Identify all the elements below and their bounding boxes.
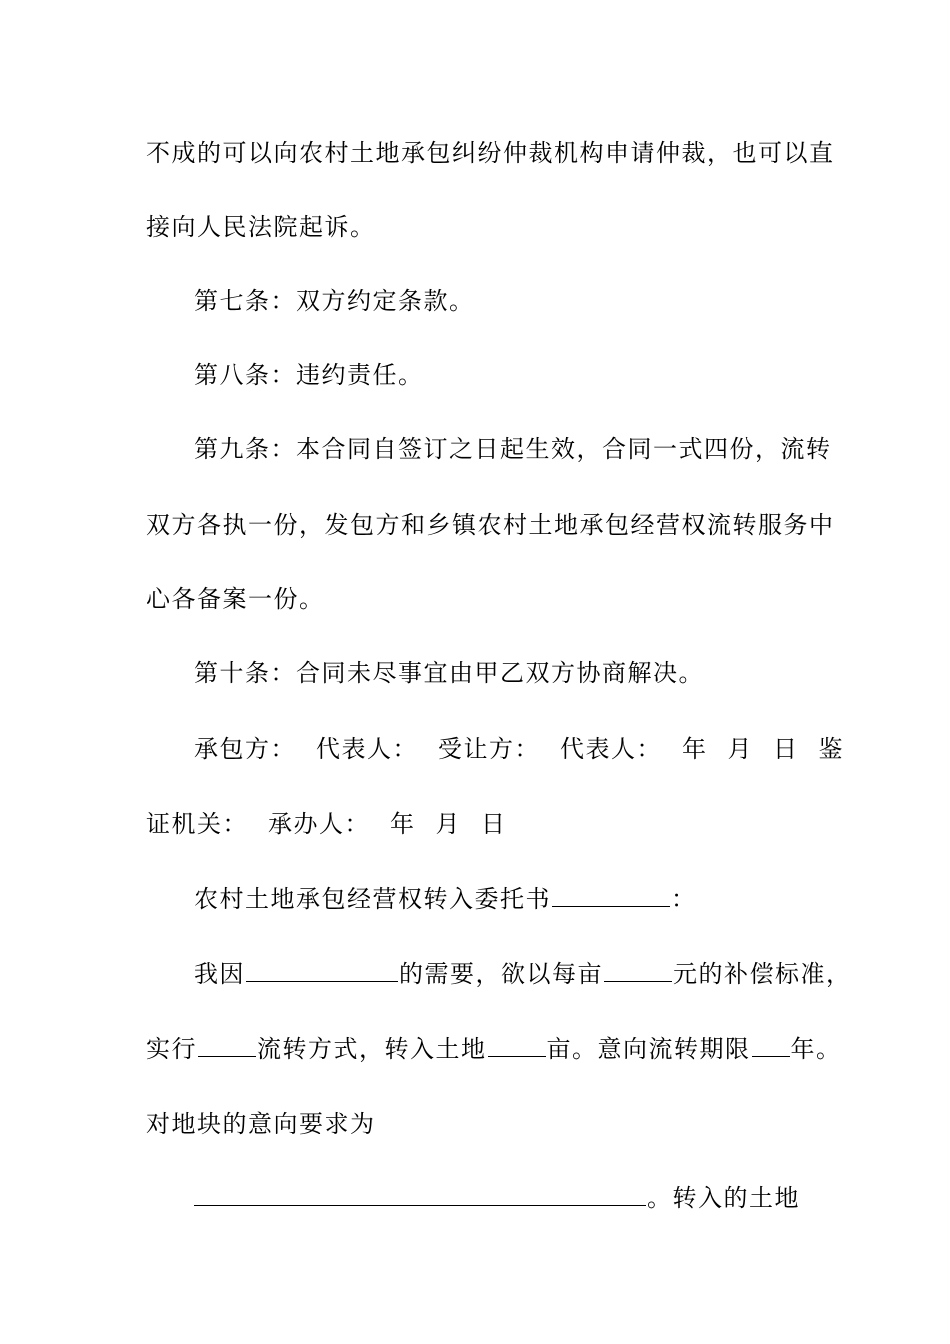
paragraph-line: 接向人民法院起诉。: [146, 213, 376, 241]
entrust-title-text: 农村土地承包经营权转入委托书: [194, 885, 551, 913]
entrust-text: 流转方式，转入土地: [257, 1035, 487, 1063]
authority-label: 证机关：: [146, 810, 248, 838]
compensation-blank[interactable]: [604, 959, 672, 982]
area-blank[interactable]: [488, 1034, 546, 1057]
article-9: 第九条：本合同自签订之日起生效，合同一式四份，流转: [194, 435, 832, 463]
paragraph-line: 不成的可以向农村土地承包纠纷仲裁机构申请仲裁，也可以直: [146, 139, 835, 167]
entrust-paragraph-2: [146, 1033, 842, 1065]
entrust-paragraph-1: [194, 958, 852, 990]
signature-line-2: [146, 808, 806, 840]
day-label-2: 日: [481, 810, 507, 838]
representative-label: 代表人：: [316, 735, 418, 763]
handler-label: 承办人：: [268, 810, 370, 838]
article-8: 第八条：违约责任。: [194, 361, 424, 389]
transferee-label: 受让方：: [438, 735, 540, 763]
signature-line-1: [194, 733, 844, 765]
entrust-paragraph-3: 对地块的意向要求为: [146, 1110, 376, 1138]
authentication-label-start: 鉴: [818, 735, 844, 763]
year-label-2: 年: [390, 810, 416, 838]
entrust-text: 。转入的土地: [647, 1184, 800, 1212]
entrust-text: 元的补偿标准，: [673, 960, 852, 988]
paragraph-line: 心各备案一份。: [146, 585, 325, 613]
entrust-paragraph-4: [194, 1182, 806, 1214]
entrust-text: 的需要，欲以每亩: [399, 960, 603, 988]
transfer-method-blank[interactable]: [198, 1034, 256, 1057]
entrust-text: 年。: [790, 1035, 842, 1063]
contractor-label: 承包方：: [194, 735, 296, 763]
term-blank[interactable]: [752, 1034, 790, 1057]
month-label-2: 月: [435, 810, 461, 838]
entrust-text: 亩。意向流转期限: [546, 1035, 751, 1063]
article-7: 第七条：双方约定条款。: [194, 287, 475, 315]
paragraph-line: 双方各执一份，发包方和乡镇农村土地承包经营权流转服务中: [146, 511, 835, 539]
entrust-text: 实行: [146, 1035, 197, 1063]
representative-label-2: 代表人：: [560, 735, 662, 763]
year-label: 年: [682, 735, 708, 763]
reason-blank[interactable]: [246, 959, 398, 982]
month-label: 月: [727, 735, 753, 763]
entrust-text: 我因: [194, 960, 245, 988]
plot-requirements-blank[interactable]: [194, 1183, 646, 1206]
entrust-title: [194, 883, 806, 915]
day-label: 日: [773, 735, 799, 763]
entrust-to-blank[interactable]: [552, 884, 670, 907]
entrust-title-colon: ：: [671, 885, 697, 913]
article-10: 第十条：合同未尽事宜由甲乙双方协商解决。: [194, 659, 704, 687]
